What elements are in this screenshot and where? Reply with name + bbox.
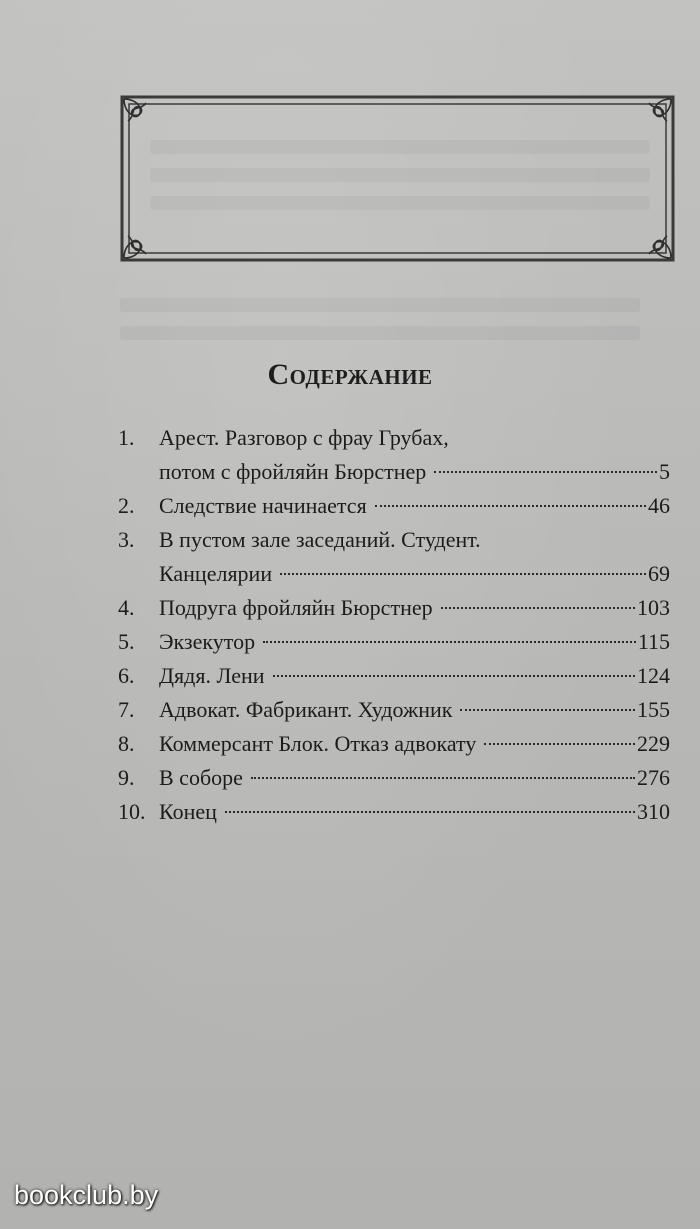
toc-entry-body xyxy=(159,659,670,693)
dot-leader xyxy=(484,743,635,745)
toc-entry-page-number: 310 xyxy=(637,799,670,824)
toc-entry-body xyxy=(159,625,670,659)
toc-entry-number: 7. xyxy=(118,697,135,722)
toc-entry-title-text: Подруга фройляйн Бюрстнер xyxy=(159,595,433,620)
toc-entry-body xyxy=(159,591,670,625)
toc-entry-title-text: Следствие начинается xyxy=(159,493,367,518)
toc-entry-page-number: 103 xyxy=(637,595,670,620)
bleed-through-shadow xyxy=(150,196,650,210)
toc-entry-title-text: потом с фройляйн Бюрстнер xyxy=(159,459,427,484)
dot-leader xyxy=(263,641,636,643)
toc-entry-title-text: Дядя. Лени xyxy=(159,663,265,688)
toc-entry-title-text: Адвокат. Фабрикант. Художник xyxy=(159,697,453,722)
toc-entry-body xyxy=(159,523,670,591)
toc-entry-number: 2. xyxy=(118,493,135,518)
toc-entry xyxy=(118,489,670,523)
toc-entry-number: 4. xyxy=(118,595,135,620)
bleed-through-shadow xyxy=(120,326,640,340)
toc-entry-title-text: Канцелярии xyxy=(159,561,273,586)
toc-entry-title-line xyxy=(159,557,670,591)
dot-leader xyxy=(375,505,646,507)
toc-entry-number: 9. xyxy=(118,765,135,790)
toc-entry-body xyxy=(159,795,670,829)
toc-entry-title-line xyxy=(159,659,670,693)
toc-entry-title-text: Коммерсант Блок. Отказ адвокату xyxy=(159,731,477,756)
toc-entry-page-number: 276 xyxy=(637,765,670,790)
toc-entry-title-text: В соборе xyxy=(159,765,243,790)
toc-entry xyxy=(118,523,670,591)
toc-entry-title-line xyxy=(159,795,670,829)
toc-entry-title-text: Экзекутор xyxy=(159,629,256,654)
toc-entry xyxy=(118,795,670,829)
toc-entry xyxy=(118,659,670,693)
toc-entry-title-text: В пустом зале заседаний. Студент. xyxy=(159,527,481,552)
toc-entry xyxy=(118,625,670,659)
bleed-through-shadow xyxy=(150,168,650,182)
toc-entry-body xyxy=(159,421,670,489)
toc-entry-title-line xyxy=(159,421,670,455)
dot-leader xyxy=(273,675,635,677)
page-title: Содержание xyxy=(267,358,433,391)
toc-entry-title-line xyxy=(159,489,670,523)
dot-leader xyxy=(441,607,635,609)
table-of-contents xyxy=(118,421,670,829)
toc-entry-title-line xyxy=(159,693,670,727)
toc-entry-page-number: 155 xyxy=(637,697,670,722)
toc-entry-page-number: 46 xyxy=(648,493,670,518)
dot-leader xyxy=(434,471,657,473)
toc-entry-page-number: 69 xyxy=(648,561,670,586)
toc-entry-title-text: Конец xyxy=(159,799,217,824)
toc-entry-number: 1. xyxy=(118,425,135,450)
dot-leader xyxy=(460,709,635,711)
toc-entry-body xyxy=(159,727,670,761)
toc-entry-number: 6. xyxy=(118,663,135,688)
toc-entry xyxy=(118,421,670,489)
toc-entry-body xyxy=(159,693,670,727)
bleed-through-shadow xyxy=(120,298,640,312)
toc-entry-page-number: 5 xyxy=(659,459,670,484)
toc-entry-title-line xyxy=(159,523,670,557)
dot-leader xyxy=(225,811,635,813)
watermark: bookclub.by xyxy=(14,1180,159,1210)
toc-entry-number: 3. xyxy=(118,527,135,552)
toc-entry-body xyxy=(159,761,670,795)
toc-entry-page-number: 115 xyxy=(637,629,670,654)
toc-entry-title-line xyxy=(159,625,670,659)
toc-entry-number: 5. xyxy=(118,629,135,654)
toc-entry xyxy=(118,727,670,761)
toc-entry-title-line xyxy=(159,761,670,795)
toc-entry-body xyxy=(159,489,670,523)
toc-entry-title-line xyxy=(159,591,670,625)
toc-entry-page-number: 229 xyxy=(637,731,670,756)
dot-leader xyxy=(280,573,646,575)
dot-leader xyxy=(251,777,635,779)
bleed-through-shadow xyxy=(150,140,650,154)
toc-entry-title-text: Арест. Разговор с фрау Грубах, xyxy=(159,425,449,450)
toc-entry-number: 10. xyxy=(118,799,146,824)
toc-entry-title-line xyxy=(159,455,670,489)
toc-entry-title-line xyxy=(159,727,670,761)
toc-entry xyxy=(118,761,670,795)
toc-entry-page-number: 124 xyxy=(637,663,670,688)
toc-entry-number: 8. xyxy=(118,731,135,756)
toc-entry xyxy=(118,591,670,625)
toc-entry xyxy=(118,693,670,727)
